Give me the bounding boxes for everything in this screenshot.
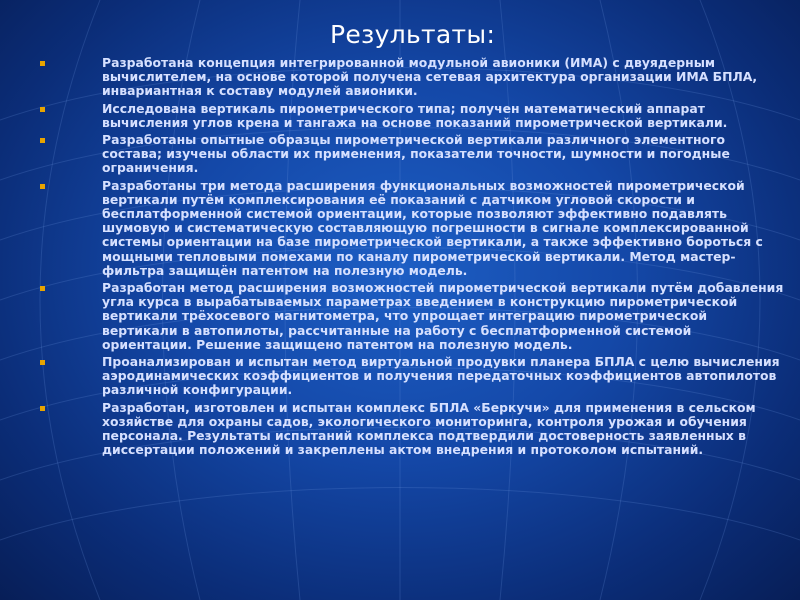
results-list <box>40 56 785 460</box>
list-item-text: Разработана концепция интегрированной модульной авионики (ИМА) с двуядерным вычислителем, на основе которой получена сетевая архитектура организации ИМА БПЛА, инвариантная к составу модулей авионики. <box>102 55 758 99</box>
bullet-icon <box>40 61 45 66</box>
bullet-icon <box>40 286 45 291</box>
list-item-text: Разработаны опытные образцы пирометрической вертикали различного элементного состава; изучены области их применения, показатели точности, шумности и погодные ограничения. <box>102 132 730 176</box>
bullet-icon <box>40 360 45 365</box>
bullet-icon <box>40 107 45 112</box>
list-item <box>40 56 785 99</box>
list-item <box>40 355 785 398</box>
list-item-text: Разработан, изготовлен и испытан комплекс БПЛА «Беркучи» для применения в сельском хозяйстве для охраны садов, экологического мониторинга, контроля урожая и обучения персонала. Результаты испытаний комплекса подтвердили достоверность заявленных в диссертации положений и закреплены актом внедрения и протоколом испытаний. <box>102 399 756 458</box>
list-item <box>40 179 785 278</box>
list-item-text: Проанализирован и испытан метод виртуальной продувки планера БПЛА с целю вычисления аэродинамических коэффициентов и получения передаточных коэффициентов автопилотов различной конфигурации. <box>102 354 780 398</box>
list-item <box>40 401 785 458</box>
list-item-text: Разработаны три метода расширения функциональных возможностей пирометрической вертикали путём комплексирования её показаний с датчиком угловой скорости и бесплатформенной системой ориентации, которые позволяют эффективно подавлять шумовую и систематическую составляющую погрешности в сигнале комплексированной системы ориентации на базе пирометрической вертикали, а также эффективно бороться с мощными тепловыми помехами по каналу пирометрической вертикали. Метод мастер-фильтра защищён патентом на полезную модель. <box>102 177 763 278</box>
bullet-icon <box>40 406 45 411</box>
list-item-text: Разработан метод расширения возможностей пирометрической вертикали путём добавления угла курса в вырабатываемых параметрах введением в конструкцию пирометрической вертикали трёхосевого магнитометра, что упрощает интеграцию пирометрической вертикали в автопилоты, рассчитанные на работу с бесплатформенной системой ориентации. Решение защищено патентом на полезную модель. <box>102 280 784 352</box>
bullet-icon <box>40 184 45 189</box>
list-item <box>40 102 785 130</box>
list-item <box>40 133 785 176</box>
bullet-icon <box>40 138 45 143</box>
list-item-text: Исследована вертикаль пирометрического типа; получен математический аппарат вычисления углов крена и тангажа на основе показаний пирометрической вертикали. <box>102 100 728 130</box>
slide-title: Результаты: <box>330 20 496 49</box>
list-item <box>40 281 785 352</box>
